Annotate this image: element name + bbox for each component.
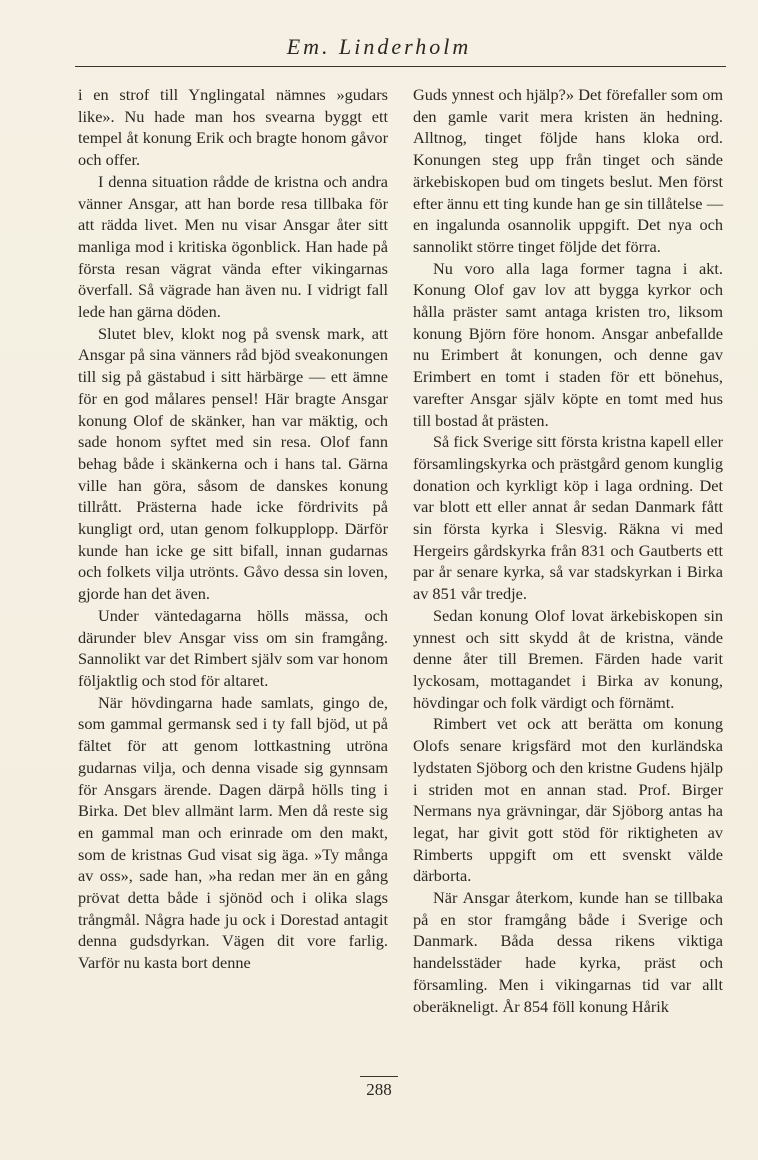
paragraph: Så fick Sverige sitt första kristna kapell eller församlingskyrka och prästgård genom kunglig donation och kyrkligt köp i laga ordning. Det var blott ett eller annat år sedan Danmark fått sin första kyrka i Slesvig. Räkna vi med Hergeirs gårdskyrka från 831 och Gautberts ett par år senare kyrka, så var stadskyrkan i Birka av 851 vår tredje. [413, 432, 723, 604]
page-number: 288 [366, 1080, 392, 1099]
header-rule [75, 66, 726, 67]
paragraph: I denna situation rådde de kristna och andra vänner Ansgar, att han borde resa tillbaka för att rädda livet. Men nu visar Ansgar åter sitt manliga mod i kritiska ögonblick. Han hade på första resan vägrat vända efter vikingarnas överfall. Så vägrade han även nu. I vidrigt fall lede han gärna döden. [78, 171, 388, 322]
paragraph: Under väntedagarna hölls mässa, och därunder blev Ansgar viss om sin framgång. Sannolikt var det Rimbert själv som var honom följaktlig och stod för altaret. [78, 605, 388, 690]
running-header: Em. Linderholm [286, 34, 472, 59]
paragraph: Rimbert vet ock att berätta om konung Olofs senare krigsfärd mot den kurländska lydstaten Sjöborg och den kristne Gudens hjälp i striden mot en annan stad. Prof. Birger Nermans nya grävningar, där Sjöborg antas ha legat, har givit gott stöd för riktigheten av Rimberts uppgift om ett svenskt välde därborta. [413, 714, 723, 886]
right-column [413, 84, 723, 1017]
paragraph: Guds ynnest och hjälp?» Det förefaller som om den gamle varit mera kristen än hedning. Alltnog, tinget följde hans kloka ord. Konungen steg upp från tinget och sände ärkebiskopen bud om tingets beslut. Men först efter ännu ett ting kunde han ge sin tillåtelse — en ingalunda osannolik uppgift. Det nya och sannolikt större tinget följde det förra. [413, 85, 723, 256]
paragraph: Nu voro alla laga former tagna i akt. Konung Olof gav lov att bygga kyrkor och hålla präster samt antaga kristen tro, liksom konung Björn före honom. Ansgar anbefallde nu Erimbert åt konungen, och denne gav Erimbert en tomt i staden för ett bönehus, varefter Ansgar själv köpte en tomt med hus till bostad åt prästen. [413, 258, 723, 430]
left-column [78, 84, 388, 974]
paragraph: När hövdingarna hade samlats, gingo de, som gammal germansk sed i ty fall bjöd, ut på fältet för att genom lottkastning utröna gudarnas vilja, och denna visade sig gynnsam för Ansgars ärende. Dagen därpå hölls ting i Birka. Det blev allmänt larm. Men då reste sig en gammal man och erinrade om den makt, som de kristnas Gud visat sig äga. »Ty många av oss», sade han, »ha redan mer än en gång prövat detta både i sjönöd och i olika slags trångmål. Några hade ju ock i Dorestad antagit denna gudsdyrkan. Vägen dit vore farlig. Varför nu kasta bort denne [78, 692, 388, 973]
page-number-rule [360, 1076, 398, 1077]
paragraph: Sedan konung Olof lovat ärkebiskopen sin ynnest och sitt skydd åt de kristna, vände denne åter till Bremen. Färden hade varit lyckosam, mottagandet i Birka av konung, hövdingar och folk värdigt och förnämt. [413, 605, 723, 712]
paragraph: Slutet blev, klokt nog på svensk mark, att Ansgar på sina vänners råd bjöd sveakonungen till sig på gästabud i sitt härbärge — ett ämne för en god målares pensel! Här bragte Ansgar konung Olof de skänker, han var mäktig, och sade honom syftet med sin resa. Olof fann behag både i skänkerna och i hans tal. Gärna ville han göra, såsom de danskes konung tillrått. Prästerna hade icke fördrivits på kungligt ord, utan genom folkupplopp. Därför kunde han icke ge sitt bifall, innan gudarnas och folkets vilja utrönts. Gåvo dessa sin loven, gjorde han det även. [78, 323, 388, 604]
paragraph: i en strof till Ynglingatal nämnes »gudars like». Nu hade man hos svearna byggt ett tempel åt konung Erik och bragte honom gåvor och offer. [78, 85, 388, 170]
paragraph: När Ansgar återkom, kunde han se tillbaka på en stor framgång både i Sverige och Danmark. Båda dessa rikens viktiga handelsstäder hade kyrka, präst och församling. Men i vikingarnas tid var allt oberäkneligt. År 854 föll konung Hårik [413, 888, 723, 1016]
